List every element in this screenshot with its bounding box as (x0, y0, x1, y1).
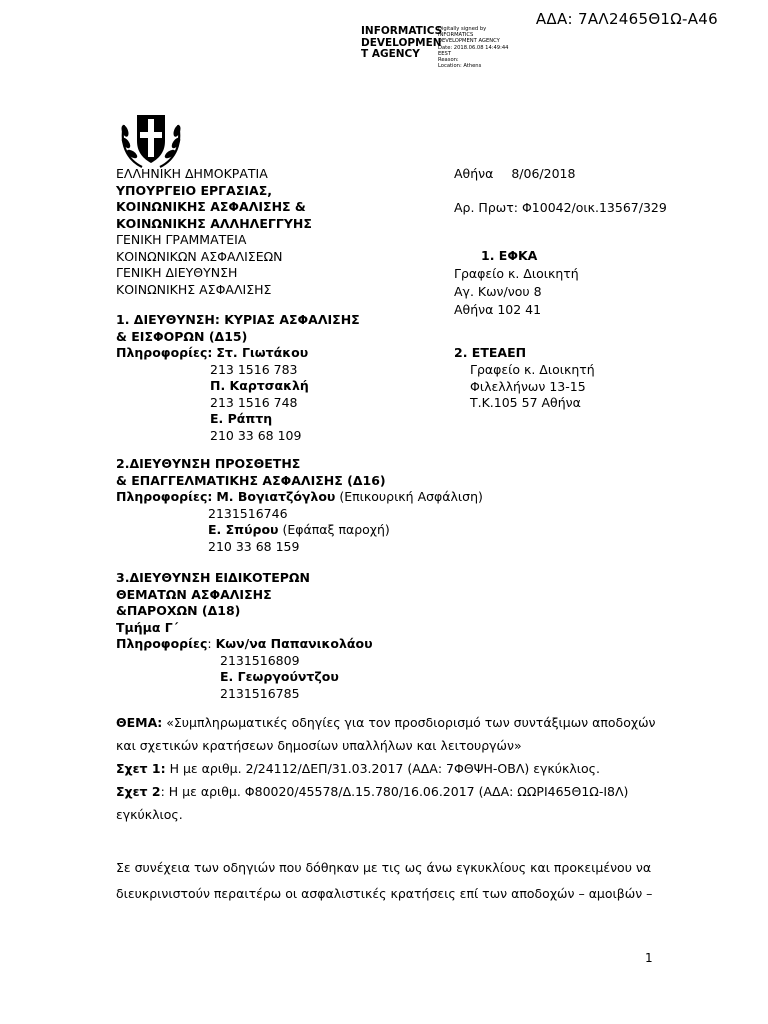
protocol-number: Αρ. Πρωτ: Φ10042/οικ.13567/329 (454, 200, 667, 215)
signer-name: INFORMATICS DEVELOPMEN T AGENCY (361, 25, 443, 60)
greek-coat-of-arms-icon (112, 97, 190, 175)
ministry-block: ΕΛΛΗΝΙΚΗ ΔΗΜΟΚΡΑΤΙΑ ΥΠΟΥΡΓΕΙΟ ΕΡΓΑΣΙΑΣ, ΚΟΙΝΩΝΙΚΗΣ ΑΣΦΑΛΙΣΗΣ & ΚΟΙΝΩΝΙΚΗΣ ΑΛΛΗΛΕΓΓΥΗΣ ΓΕΝΙΚΗ ΓΡΑΜΜΑΤΕΙΑ ΚΟΙΝΩΝΙΚΩΝ ΑΣΦΑΛΙΣΕΩΝ ΓΕΝΙΚΗ ΔΙΕΥΘΥΝΣΗ ΚΟΙΝΩΝΙΚΗΣ ΑΣΦΑΛΙΣΗΣ (116, 166, 312, 297)
directorate-1: 1. ΔΙΕΥΘΥΝΣΗ: ΚΥΡΙΑΣ ΑΣΦΑΛΙΣΗΣ & ΕΙΣΦΟΡΩΝ (Δ15) Πληροφορίες: Στ. Γιωτάκου 213 1516 783 Π. Καρτσακλή 213 1516 748 Ε. Ράπτη 210 33 68 109 (116, 312, 360, 443)
ada-code: ΑΔΑ: 7ΑΛ2465Θ1Ω-Α46 (535, 10, 718, 28)
recipient-1-address: Γραφείο κ. Διοικητή Αγ. Κων/νου 8 Αθήνα 102 41 (454, 266, 579, 317)
directorate-3: 3.ΔΙΕΥΘΥΝΣΗ ΕΙΔΙΚΟΤΕΡΩΝ ΘΕΜΑΤΩΝ ΑΣΦΑΛΙΣΗΣ &ΠΑΡΟΧΩΝ (Δ18) Τμήμα Γ΄ Πληροφορίες: Κων/να Παπανικολάου 2131516809 Ε. Γεωργούντζου 2131516785 (116, 570, 373, 701)
date-line: Αθήνα 8/06/2018 (454, 166, 576, 181)
recipient-2-address: Γραφείο κ. Διοικητή Φιλελλήνων 13-15 Τ.Κ.105 57 Αθήνα (470, 362, 595, 410)
page-number: 1 (645, 951, 653, 965)
recipient-2-title: 2. ΕΤΕΑΕΠ (454, 345, 527, 360)
body-paragraph: Σε συνέχεια των οδηγιών που δόθηκαν με τις ως άνω εγκυκλίους και προκειμένου να διευκρινιστούν περαιτέρω οι ασφαλιστικές κρατήσεις επί των αποδοχών – αμοιβών – (116, 860, 653, 901)
directorate-2: 2.ΔΙΕΥΘΥΝΣΗ ΠΡΟΣΘΕΤΗΣ & ΕΠΑΓΓΕΛΜΑΤΙΚΗΣ ΑΣΦΑΛΙΣΗΣ (Δ16) Πληροφορίες: Μ. Βογιατζόγλου (Επικουρική Ασφάλιση) 2131516746 Ε. Σπύρου (Εφάπαξ παροχή) 210 33 68 159 (116, 456, 483, 554)
recipient-1-title: 1. ΕΦΚΑ (481, 248, 538, 263)
subject-block: ΘΕΜΑ: «Συμπληρωματικές οδηγίες για τον προσδιορισμό των συντάξιμων αποδοχών και σχετικών κρατήσεων δημοσίων υπαλλήλων και λειτουργών» Σχετ 1: Η με αριθμ. 2/24112/ΔΕΠ/31.03.2017 (ΑΔΑ: 7ΦΘΨΗ-ΟΒΛ) εγκύκλιος. Σχετ 2: Η με αριθμ. Φ80020/45578/Δ.15.780/16.06.2017 (ΑΔΑ: ΩΩΡΙ465Θ1Ω-Ι8Λ) εγκύκλιος. (116, 715, 656, 822)
digital-signature-details: Digitally signed by INFORMATICS DEVELOPMENT AGENCY Date: 2018.06.08 14:49:44 EEST Reason: Location: Athens (438, 26, 509, 70)
